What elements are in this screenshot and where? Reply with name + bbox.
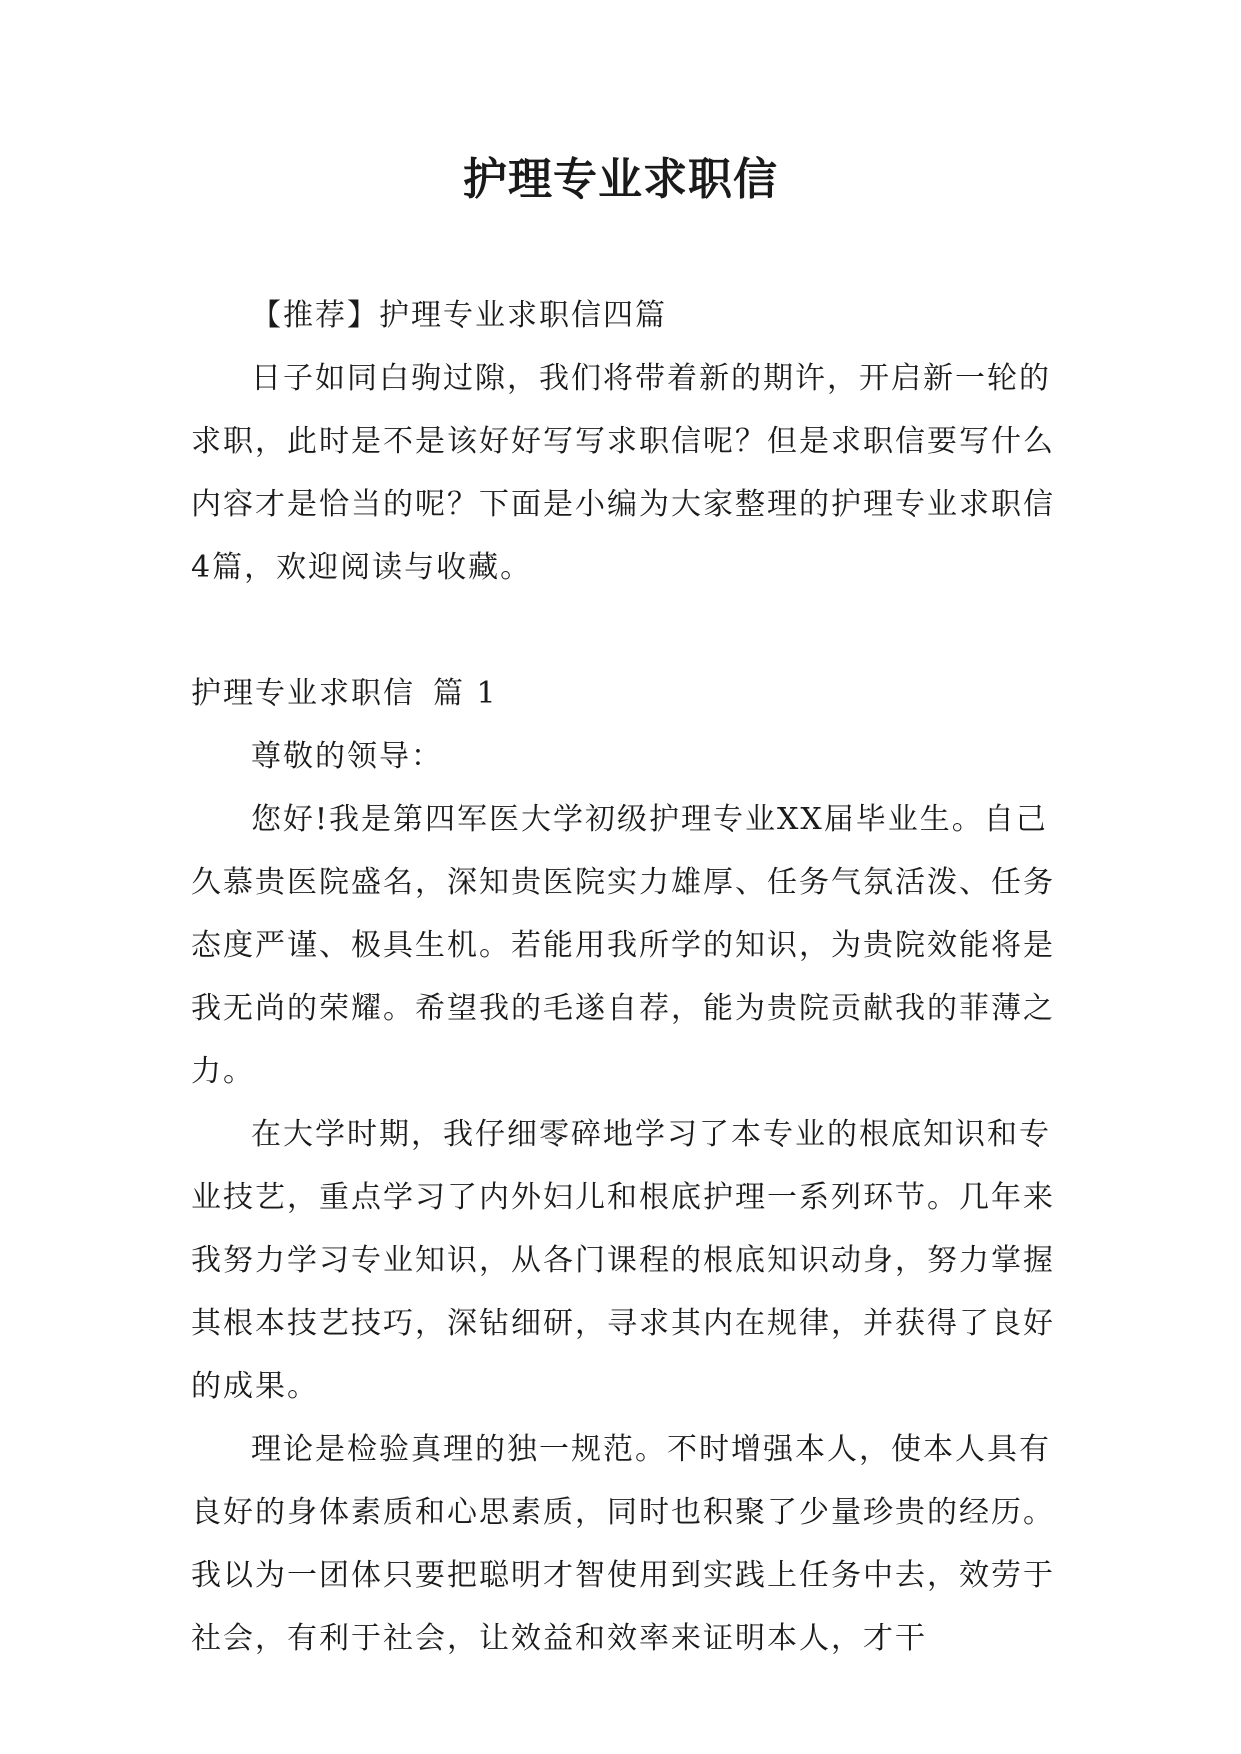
- intro-label: 【推荐】护理专业求职信四篇: [251, 298, 667, 333]
- section-heading: [191, 662, 1056, 725]
- document-body: [191, 284, 1056, 1670]
- body-paragraph: 您好!我是第四军医大学初级护理专业XX届毕业生。自己久慕贵医院盛名，深知贵医院实力雄厚、任务气氛活泼、任务态度严谨、极具生机。若能用我所学的知识，为贵院效能将是我无尚的荣耀。希望我的毛遂自荐，能为贵院贡献我的菲薄之力。: [191, 802, 1055, 1089]
- body-paragraph: 理论是检验真理的独一规范。不时增强本人，使本人具有良好的身体素质和心思素质，同时也积聚了少量珍贵的经历。我以为一团体只要把聪明才智使用到实践上任务中去，效劳于社会，有利于社会，让效益和效率来证明本人，才干: [191, 1432, 1055, 1656]
- section-number: 篇 1: [433, 676, 498, 711]
- intro-paragraph: 日子如同白驹过隙，我们将带着新的期许，开启新一轮的求职，此时是不是该好好写写求职信呢？但是求职信要写什么内容才是恰当的呢？下面是小编为大家整理的护理专业求职信4篇，欢迎阅读与收藏。: [191, 361, 1055, 585]
- section-title: 护理专业求职信: [191, 676, 415, 711]
- body-paragraph: 在大学时期，我仔细零碎地学习了本专业的根底知识和专业技艺，重点学习了内外妇儿和根底护理一系列环节。几年来我努力学习专业知识，从各门课程的根底知识动身，努力掌握其根本技艺技巧，深钻细研，寻求其内在规律，并获得了良好的成果。: [191, 1117, 1055, 1404]
- greeting: 尊敬的领导：: [251, 739, 443, 774]
- document-title: 护理专业求职信: [463, 154, 778, 205]
